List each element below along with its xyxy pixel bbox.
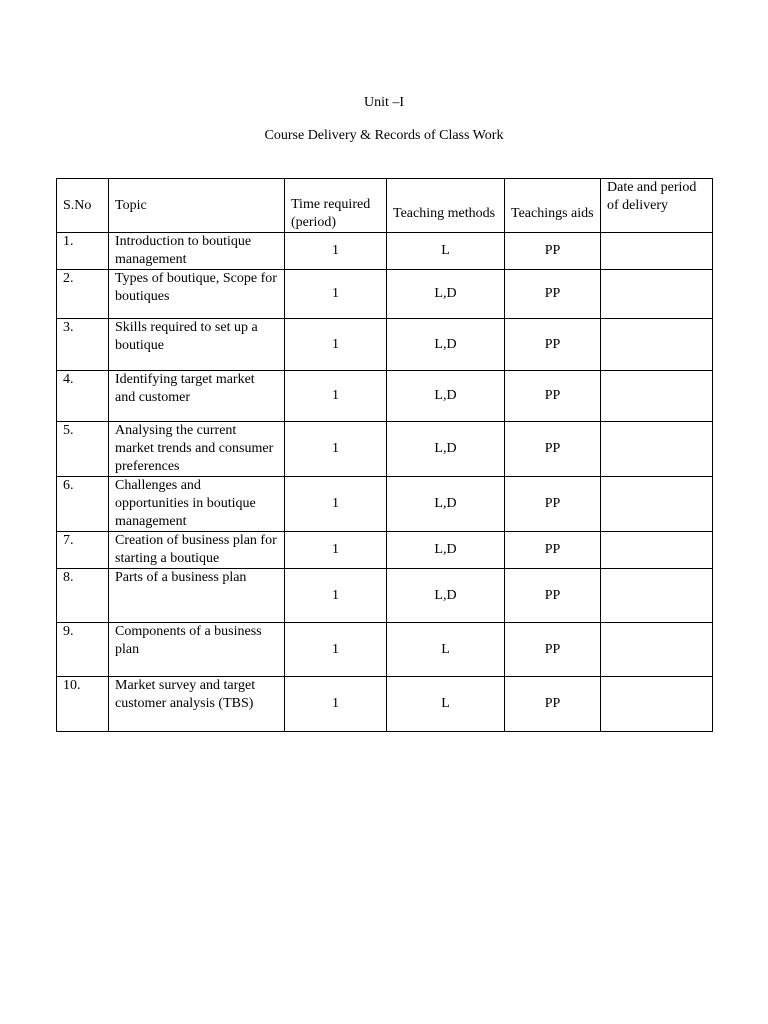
row-time: 1 (285, 233, 387, 270)
row-sno: 1. (57, 233, 109, 270)
row-topic: Components of a business plan (109, 623, 285, 677)
row-method: L (387, 623, 505, 677)
row-method: L,D (387, 477, 505, 532)
row-aid: PP (505, 270, 601, 319)
row-sno: 8. (57, 569, 109, 623)
row-aid: PP (505, 677, 601, 732)
row-time: 1 (285, 319, 387, 371)
table-row (57, 477, 713, 532)
row-date (601, 477, 713, 532)
row-topic: Challenges and opportunities in boutique management (109, 477, 285, 532)
row-aid: PP (505, 569, 601, 623)
row-sno: 9. (57, 623, 109, 677)
row-sno: 4. (57, 371, 109, 422)
table-row (57, 532, 713, 569)
row-sno: 7. (57, 532, 109, 569)
row-topic: Parts of a business plan (109, 569, 285, 623)
row-method: L,D (387, 422, 505, 477)
row-topic: Types of boutique, Scope for boutiques (109, 270, 285, 319)
row-date (601, 532, 713, 569)
row-method: L,D (387, 319, 505, 371)
page-title: Course Delivery & Records of Class Work (264, 128, 504, 143)
row-sno: 10. (57, 677, 109, 732)
row-date (601, 319, 713, 371)
row-sno: 3. (57, 319, 109, 371)
row-date (601, 270, 713, 319)
row-time: 1 (285, 677, 387, 732)
row-time: 1 (285, 532, 387, 569)
header-sno: S.No (57, 179, 109, 233)
row-date (601, 371, 713, 422)
row-time: 1 (285, 477, 387, 532)
header-topic: Topic (109, 179, 285, 233)
table-row (57, 677, 713, 732)
row-aid: PP (505, 532, 601, 569)
row-method: L,D (387, 270, 505, 319)
header-date: Date and period of delivery (601, 179, 713, 233)
row-date (601, 623, 713, 677)
table-row (57, 623, 713, 677)
header-time: Time required (period) (285, 179, 387, 233)
row-time: 1 (285, 371, 387, 422)
table-row (57, 319, 713, 371)
row-time: 1 (285, 569, 387, 623)
row-topic: Analysing the current market trends and consumer preferences (109, 422, 285, 477)
header-methods: Teaching methods (387, 179, 505, 233)
row-topic: Market survey and target customer analysis (TBS) (109, 677, 285, 732)
header-aids: Teachings aids (505, 179, 601, 233)
table-row (57, 569, 713, 623)
row-method: L,D (387, 532, 505, 569)
row-aid: PP (505, 422, 601, 477)
row-sno: 2. (57, 270, 109, 319)
row-aid: PP (505, 233, 601, 270)
table-header-row (57, 179, 713, 233)
row-time: 1 (285, 270, 387, 319)
row-date (601, 677, 713, 732)
table-row (57, 371, 713, 422)
row-topic: Creation of business plan for starting a boutique (109, 532, 285, 569)
row-sno: 6. (57, 477, 109, 532)
row-aid: PP (505, 319, 601, 371)
course-delivery-table (56, 178, 713, 732)
unit-title: Unit –I (363, 95, 405, 110)
row-date (601, 233, 713, 270)
table-row (57, 233, 713, 270)
row-method: L,D (387, 569, 505, 623)
row-date (601, 569, 713, 623)
row-aid: PP (505, 477, 601, 532)
row-topic: Identifying target market and customer (109, 371, 285, 422)
row-topic: Skills required to set up a boutique (109, 319, 285, 371)
row-date (601, 422, 713, 477)
table-row (57, 270, 713, 319)
table-row (57, 422, 713, 477)
row-method: L,D (387, 371, 505, 422)
row-method: L (387, 233, 505, 270)
row-aid: PP (505, 371, 601, 422)
row-aid: PP (505, 623, 601, 677)
row-time: 1 (285, 623, 387, 677)
row-sno: 5. (57, 422, 109, 477)
row-topic: Introduction to boutique management (109, 233, 285, 270)
row-method: L (387, 677, 505, 732)
row-time: 1 (285, 422, 387, 477)
